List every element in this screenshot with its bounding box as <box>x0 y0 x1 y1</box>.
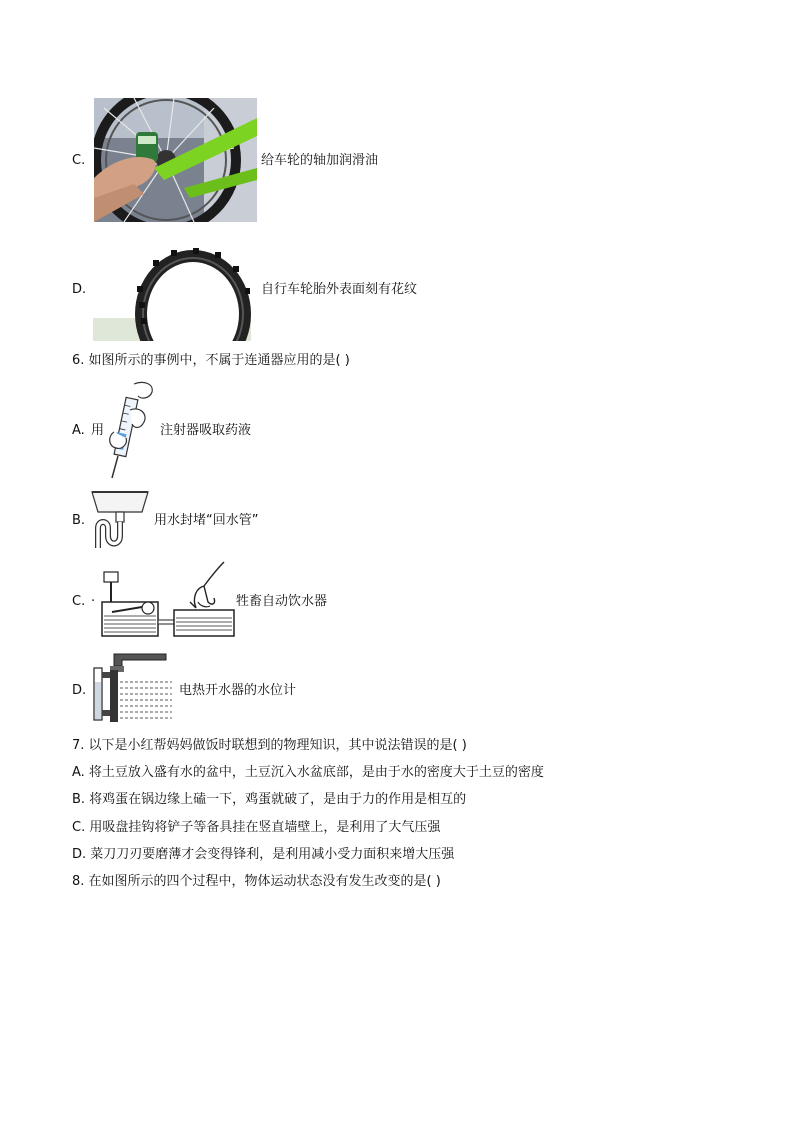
q7-option-a: A. 将土豆放入盛有水的盆中，土豆沉入水盆底部，是由于水的密度大于土豆的密度 <box>72 765 544 780</box>
q6-option-c-text: 牲畜自动饮水器 <box>236 594 328 609</box>
q6-option-a-text: 注射器吸取药液 <box>160 423 252 438</box>
q5-option-d-letter: D. <box>72 282 87 297</box>
q5-option-d-text: 自行车轮胎外表面刻有花纹 <box>261 282 418 297</box>
q7-stem: 7. 以下是小红帮妈妈做饭时联想到的物理知识，其中说法错误的是( ) <box>72 738 467 753</box>
q7-option-d: D. 菜刀刀刃要磨薄才会变得锋利，是利用减小受力面积来增大压强 <box>72 847 455 862</box>
q6-stem: 6. 如图所示的事例中，不属于连通器应用的是( ) <box>72 353 350 368</box>
q5-option-c-letter: C. <box>72 153 86 168</box>
q6-option-c-letter: C. <box>72 594 86 609</box>
q7-option-c: C. 用吸盘挂钩将铲子等备具挂在竖直墙壁上，是利用了大气压强 <box>72 820 441 835</box>
bicycle-tire-photo <box>93 246 251 341</box>
q6-option-b-letter: B. <box>72 513 86 528</box>
q6-option-b-text: 用水封堵“回水管” <box>154 513 259 528</box>
q6-option-a-letter: A. <box>72 423 85 438</box>
sink-drain-trap-drawing <box>90 488 150 550</box>
water-heater-level-gauge-drawing <box>88 652 174 724</box>
q6-option-c-dot: · <box>91 594 96 609</box>
q6-option-a-prefix: 用 <box>91 423 105 438</box>
q8-stem: 8. 在如图所示的四个过程中，物体运动状态没有发生改变的是( ) <box>72 874 441 889</box>
q6-option-d-text: 电热开水器的水位计 <box>179 683 297 698</box>
q5-option-c-text: 给车轮的轴加润滑油 <box>261 153 379 168</box>
syringe-drawing <box>104 380 156 480</box>
livestock-auto-waterer-drawing <box>100 558 236 640</box>
q6-option-d-letter: D. <box>72 683 87 698</box>
bicycle-wheel-lubrication-photo <box>94 98 257 222</box>
q7-option-b: B. 将鸡蛋在锅边缘上磕一下，鸡蛋就破了，是由于力的作用是相互的 <box>72 792 467 807</box>
